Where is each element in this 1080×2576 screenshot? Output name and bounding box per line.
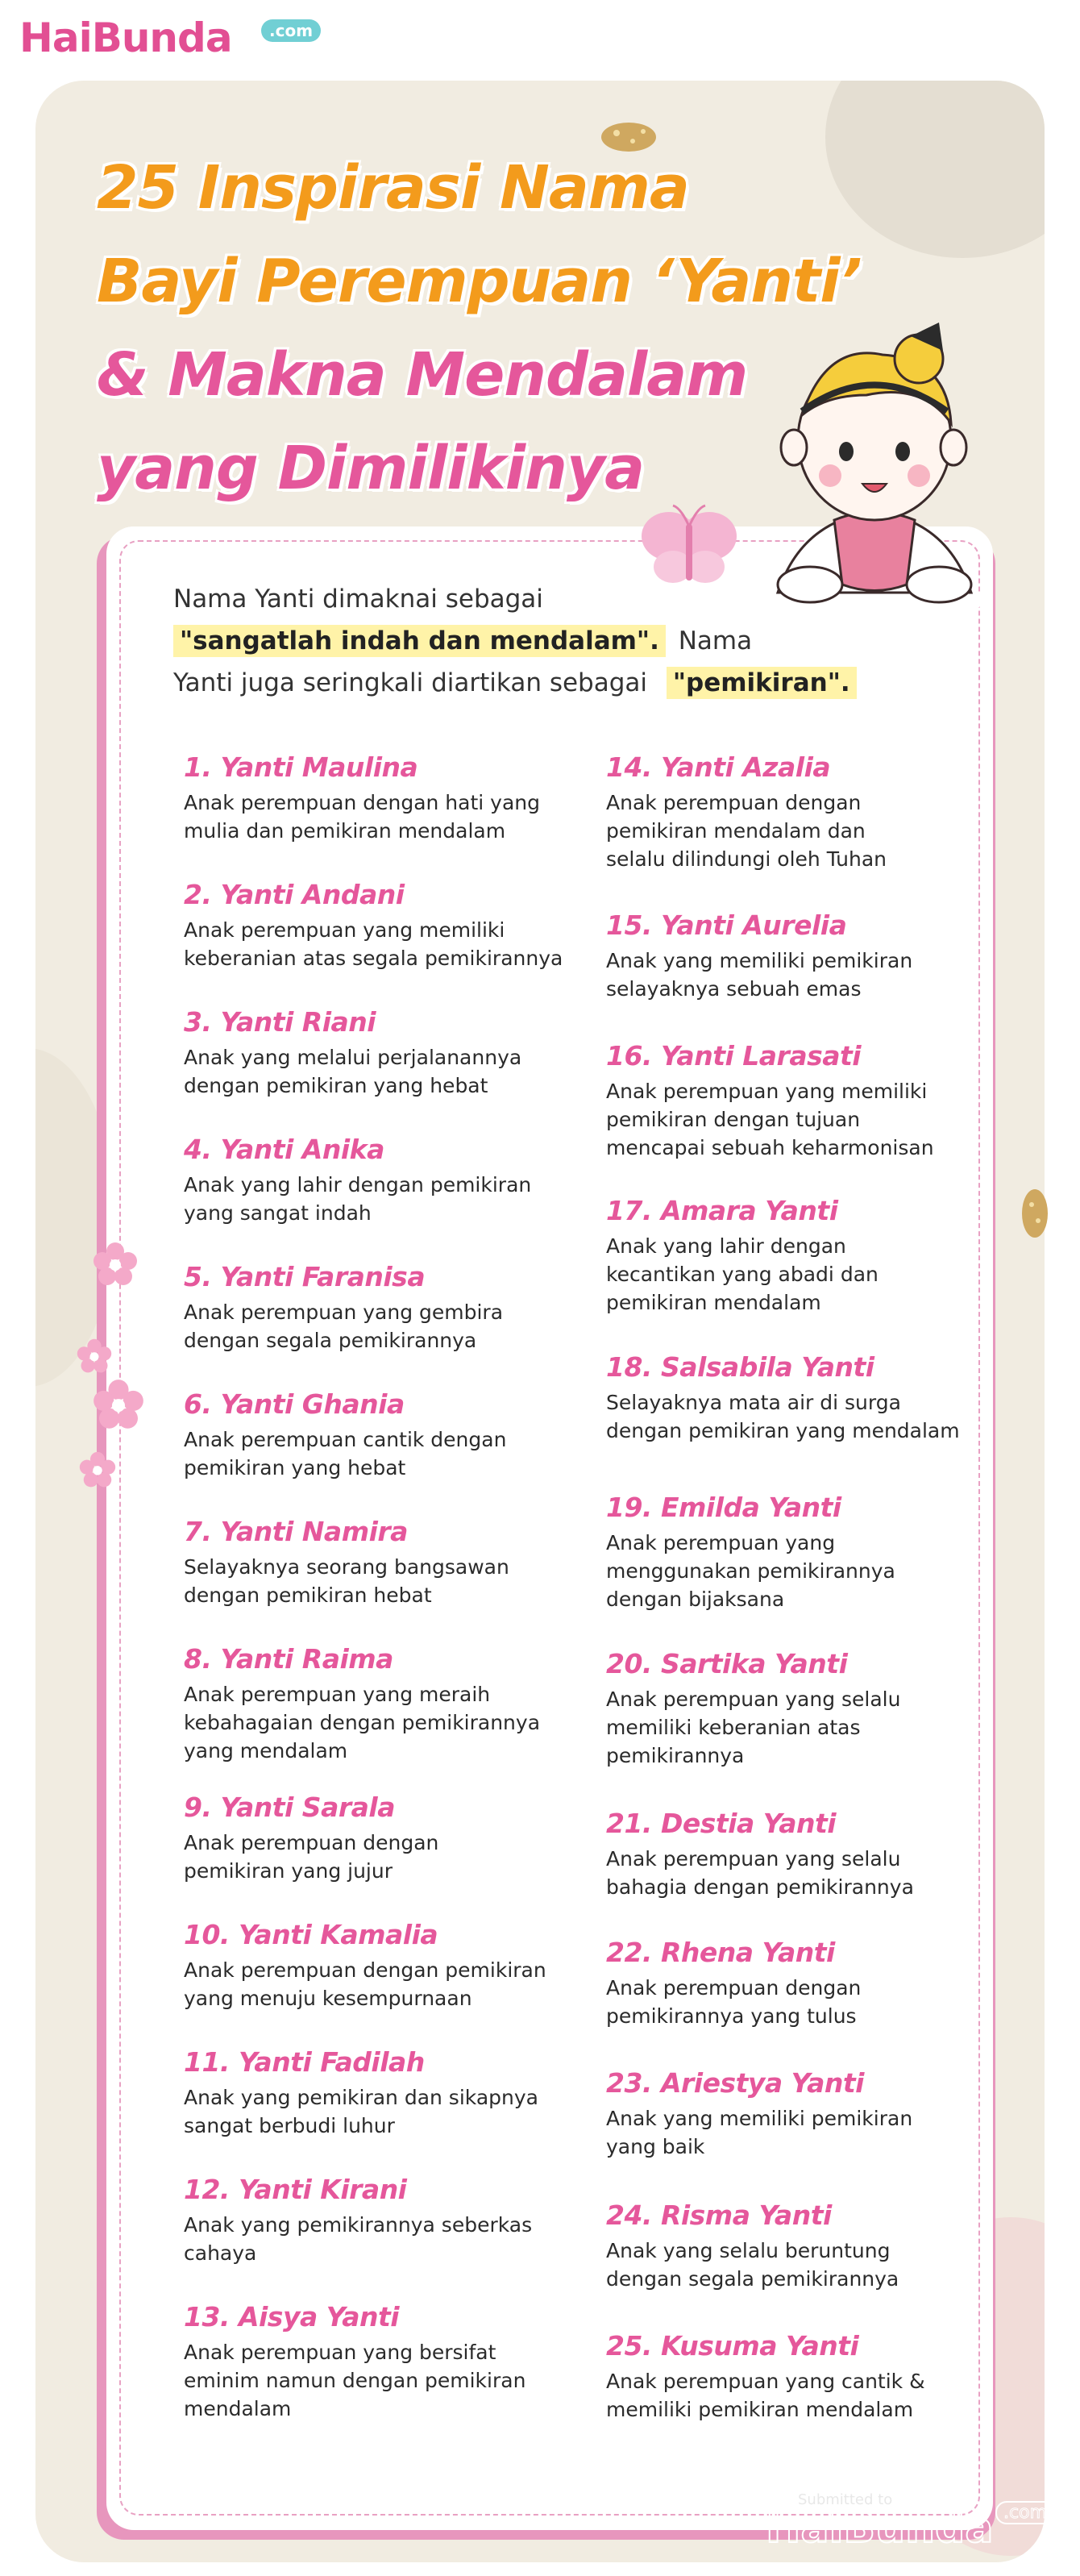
name-title: 10. Yanti Kamalia bbox=[184, 1919, 438, 1950]
name-meaning-line: mulia dan pemikiran mendalam bbox=[184, 819, 506, 843]
name-meaning bbox=[184, 1298, 587, 1355]
name-meaning-line: Anak perempuan dengan pemikiran bbox=[184, 1958, 546, 1982]
name-list-item bbox=[184, 1387, 587, 1482]
flower-icon bbox=[93, 1379, 144, 1430]
name-meaning-line: Anak perempuan dengan bbox=[184, 1831, 439, 1854]
name-title: 7. Yanti Namira bbox=[184, 1516, 408, 1547]
name-meaning-line: Anak perempuan dengan bbox=[606, 791, 862, 814]
name-meaning-line: Anak perempuan dengan bbox=[606, 1976, 862, 2000]
name-list-item bbox=[184, 1642, 587, 1765]
name-title: 4. Yanti Anika bbox=[184, 1134, 384, 1165]
name-title: 6. Yanti Ghania bbox=[184, 1388, 405, 1420]
name-meaning-line: dengan pemikiran yang mendalam bbox=[606, 1419, 960, 1442]
name-meaning-line: Anak perempuan yang cantik & bbox=[606, 2370, 925, 2393]
name-meaning-line: mendalam bbox=[184, 2397, 292, 2420]
name-meaning bbox=[606, 1529, 1009, 1613]
name-title: 18. Salsabila Yanti bbox=[606, 1351, 874, 1383]
name-meaning-line: pemikirannya yang tulus bbox=[606, 2004, 857, 2028]
name-meaning-line: yang baik bbox=[606, 2135, 705, 2158]
name-meaning-line: Anak yang melalui perjalanannya bbox=[184, 1046, 522, 1069]
name-meaning-line: pemikiran yang jujur bbox=[184, 1859, 393, 1883]
watermark-com: .com bbox=[995, 2501, 1055, 2524]
name-meaning-line: Anak perempuan yang memiliki bbox=[606, 1080, 928, 1103]
name-meaning bbox=[184, 1680, 587, 1765]
name-title: 21. Destia Yanti bbox=[606, 1808, 837, 1839]
name-meaning-line: Anak perempuan cantik dengan bbox=[184, 1428, 507, 1451]
name-meaning-line: dengan bijaksana bbox=[606, 1588, 785, 1611]
name-meaning bbox=[606, 789, 1009, 873]
name-list-item bbox=[184, 1790, 587, 1885]
name-meaning-line: dengan segala pemikirannya bbox=[606, 2267, 899, 2291]
name-meaning-line: pemikiran yang hebat bbox=[184, 1456, 406, 1479]
name-meaning-line: dengan pemikiran yang hebat bbox=[184, 1074, 488, 1097]
name-meaning bbox=[606, 2237, 1009, 2293]
intro-line-3 bbox=[173, 664, 899, 703]
name-title: 17. Amara Yanti bbox=[606, 1195, 838, 1226]
baby-illustration bbox=[746, 318, 1011, 625]
name-title: 25. Kusuma Yanti bbox=[606, 2330, 859, 2362]
name-title: 1. Yanti Maulina bbox=[184, 751, 418, 783]
name-list-item bbox=[184, 1514, 587, 1609]
name-meaning-line: Anak yang memiliki pemikiran bbox=[606, 2107, 913, 2130]
name-meaning-line: Anak perempuan yang selalu bbox=[606, 1688, 901, 1711]
name-list-item bbox=[184, 1005, 587, 1100]
name-meaning bbox=[184, 1171, 587, 1227]
name-title: 19. Emilda Yanti bbox=[606, 1492, 841, 1523]
intro-highlight-1: "sangatlah indah dan mendalam". bbox=[173, 625, 666, 657]
name-meaning-line: dengan segala pemikirannya bbox=[184, 1329, 477, 1352]
name-meaning-line: Anak yang pemikiran dan sikapnya bbox=[184, 2086, 538, 2109]
name-title: 24. Risma Yanti bbox=[606, 2199, 832, 2231]
name-list-item bbox=[606, 908, 1009, 1003]
name-list-item bbox=[606, 1038, 1009, 1162]
name-meaning-line: Anak perempuan dengan hati yang bbox=[184, 791, 540, 814]
name-meaning bbox=[606, 2367, 1009, 2424]
name-title: 5. Yanti Faranisa bbox=[184, 1261, 426, 1292]
name-meaning-line: Anak yang lahir dengan bbox=[606, 1234, 846, 1258]
name-meaning-line: Anak yang selalu beruntung bbox=[606, 2239, 891, 2262]
name-meaning-line: yang sangat indah bbox=[184, 1201, 372, 1225]
gold-glitter-right bbox=[1017, 1185, 1049, 1242]
name-meaning-line: Selayaknya mata air di surga bbox=[606, 1391, 901, 1414]
name-meaning-line: yang mendalam bbox=[184, 1739, 348, 1762]
watermark-logo-text: HaiBunda bbox=[766, 2504, 994, 2553]
name-list-item bbox=[606, 2198, 1009, 2293]
name-meaning bbox=[184, 1425, 587, 1482]
title-line-2: Bayi Perempuan ‘Yanti’ bbox=[97, 247, 862, 316]
name-list-item bbox=[606, 750, 1009, 873]
name-meaning-line: Anak perempuan yang meraih bbox=[184, 1683, 491, 1706]
name-meaning-line: pemikiran dengan tujuan bbox=[606, 1108, 861, 1131]
name-meaning-line: memiliki keberanian atas bbox=[606, 1716, 861, 1739]
name-meaning bbox=[606, 2104, 1009, 2161]
name-meaning-line: kecantikan yang abadi dan bbox=[606, 1263, 879, 1286]
name-meaning-line: memiliki pemikiran mendalam bbox=[606, 2398, 914, 2421]
logo-text: HaiBunda bbox=[19, 15, 232, 61]
name-list-item bbox=[606, 1193, 1009, 1317]
name-list-item bbox=[606, 1806, 1009, 1901]
name-meaning-line: mencapai sebuah keharmonisan bbox=[606, 1136, 934, 1159]
title-line-3: & Makna Mendalam bbox=[97, 340, 748, 410]
logo-com-badge: .com bbox=[261, 19, 321, 42]
title-line-1: 25 Inspirasi Nama bbox=[97, 153, 689, 223]
name-title: 9. Yanti Sarala bbox=[184, 1792, 395, 1823]
name-title: 22. Rhena Yanti bbox=[606, 1937, 835, 1968]
name-meaning-line: Selayaknya seorang bangsawan bbox=[184, 1555, 509, 1579]
flower-icon bbox=[93, 1242, 138, 1287]
name-list-item bbox=[606, 1490, 1009, 1613]
name-meaning-line: keberanian atas segala pemikirannya bbox=[184, 947, 563, 970]
flower-icon bbox=[79, 1451, 116, 1488]
name-title: 8. Yanti Raima bbox=[184, 1643, 393, 1675]
name-meaning-line: selayaknya sebuah emas bbox=[606, 977, 862, 1001]
name-meaning-line: menggunakan pemikirannya bbox=[606, 1559, 895, 1583]
name-list-item bbox=[184, 2299, 587, 2423]
name-meaning bbox=[184, 2338, 587, 2423]
name-meaning-line: Anak perempuan yang selalu bbox=[606, 1847, 901, 1871]
name-meaning-line: yang menuju kesempurnaan bbox=[184, 1987, 472, 2010]
name-list-item bbox=[606, 2328, 1009, 2424]
name-title: 14. Yanti Azalia bbox=[606, 751, 831, 783]
name-title: 2. Yanti Andani bbox=[184, 879, 405, 910]
intro-line-2 bbox=[173, 622, 899, 661]
name-list-item bbox=[606, 1935, 1009, 2030]
intro-text-2: Nama bbox=[678, 626, 753, 655]
name-meaning-line: bahagia dengan pemikirannya bbox=[606, 1875, 914, 1899]
intro-text-1: Nama Yanti dimaknai sebagai bbox=[173, 585, 543, 614]
name-title: 13. Aisya Yanti bbox=[184, 2301, 400, 2333]
name-meaning bbox=[606, 1077, 1009, 1162]
name-meaning bbox=[606, 1845, 1009, 1901]
name-meaning-line: Anak perempuan yang bersifat bbox=[184, 2341, 496, 2364]
name-list-item bbox=[184, 2172, 587, 2267]
name-meaning bbox=[184, 916, 587, 972]
name-meaning-line: eminim namun dengan pemikiran bbox=[184, 2369, 526, 2392]
name-list-item bbox=[606, 2066, 1009, 2161]
name-title: 15. Yanti Aurelia bbox=[606, 909, 847, 941]
intro-highlight-2: "pemikiran". bbox=[667, 667, 857, 699]
name-meaning bbox=[184, 2211, 587, 2267]
name-meaning-line: kebahagaian dengan pemikirannya bbox=[184, 1711, 541, 1734]
name-meaning-line: Anak yang memiliki pemikiran bbox=[606, 949, 913, 972]
name-meaning bbox=[606, 947, 1009, 1003]
name-meaning-line: pemikiran mendalam dan bbox=[606, 819, 866, 843]
name-list-item bbox=[184, 1132, 587, 1227]
intro-text-3: Yanti juga seringkali diartikan sebagai bbox=[173, 668, 648, 697]
name-meaning-line: Anak perempuan yang gembira bbox=[184, 1300, 504, 1324]
name-meaning-line: sangat berbudi luhur bbox=[184, 2114, 395, 2137]
name-list-item bbox=[184, 750, 587, 845]
butterfly-icon bbox=[637, 504, 741, 593]
watermark-small-text: Submitted to bbox=[798, 2491, 893, 2508]
name-list-item bbox=[184, 1259, 587, 1355]
name-list-item bbox=[606, 1350, 1009, 1445]
name-list-item bbox=[606, 1646, 1009, 1770]
name-title: 11. Yanti Fadilah bbox=[184, 2046, 425, 2078]
name-meaning bbox=[184, 1956, 587, 2012]
name-title: 12. Yanti Kirani bbox=[184, 2174, 407, 2205]
intro-paragraph bbox=[173, 581, 899, 703]
watermark bbox=[766, 2491, 1048, 2564]
haibunda-logo[interactable] bbox=[19, 15, 314, 71]
name-meaning-line: pemikirannya bbox=[606, 1744, 745, 1767]
name-meaning-line: Anak perempuan yang bbox=[606, 1531, 836, 1554]
name-list-item bbox=[184, 1917, 587, 2012]
name-title: 16. Yanti Larasati bbox=[606, 1040, 862, 1072]
name-meaning-line: cahaya bbox=[184, 2241, 257, 2265]
name-meaning-line: dengan pemikiran hebat bbox=[184, 1583, 432, 1607]
name-meaning bbox=[606, 1388, 1009, 1445]
name-title: 23. Ariestya Yanti bbox=[606, 2067, 864, 2099]
name-meaning bbox=[606, 1232, 1009, 1317]
name-meaning-line: Anak perempuan yang memiliki bbox=[184, 918, 505, 942]
name-title: 3. Yanti Riani bbox=[184, 1006, 376, 1038]
name-meaning bbox=[184, 1553, 587, 1609]
name-meaning-line: pemikiran mendalam bbox=[606, 1291, 821, 1314]
name-meaning bbox=[184, 1043, 587, 1100]
intro-line-1 bbox=[173, 581, 899, 619]
name-meaning bbox=[606, 1974, 1009, 2030]
name-list-item bbox=[184, 2045, 587, 2140]
name-meaning bbox=[184, 1829, 587, 1885]
name-meaning bbox=[606, 1685, 1009, 1770]
name-meaning-line: Anak yang pemikirannya seberkas bbox=[184, 2213, 533, 2237]
name-meaning-line: selalu dilindungi oleh Tuhan bbox=[606, 847, 887, 871]
name-meaning bbox=[184, 789, 587, 845]
name-title: 20. Sartika Yanti bbox=[606, 1648, 848, 1679]
name-list-item bbox=[184, 877, 587, 972]
flower-icon bbox=[77, 1338, 112, 1374]
name-meaning-line: Anak yang lahir dengan pemikiran bbox=[184, 1173, 532, 1196]
title-line-4: yang Dimilikinya bbox=[97, 434, 645, 503]
name-meaning bbox=[184, 2083, 587, 2140]
